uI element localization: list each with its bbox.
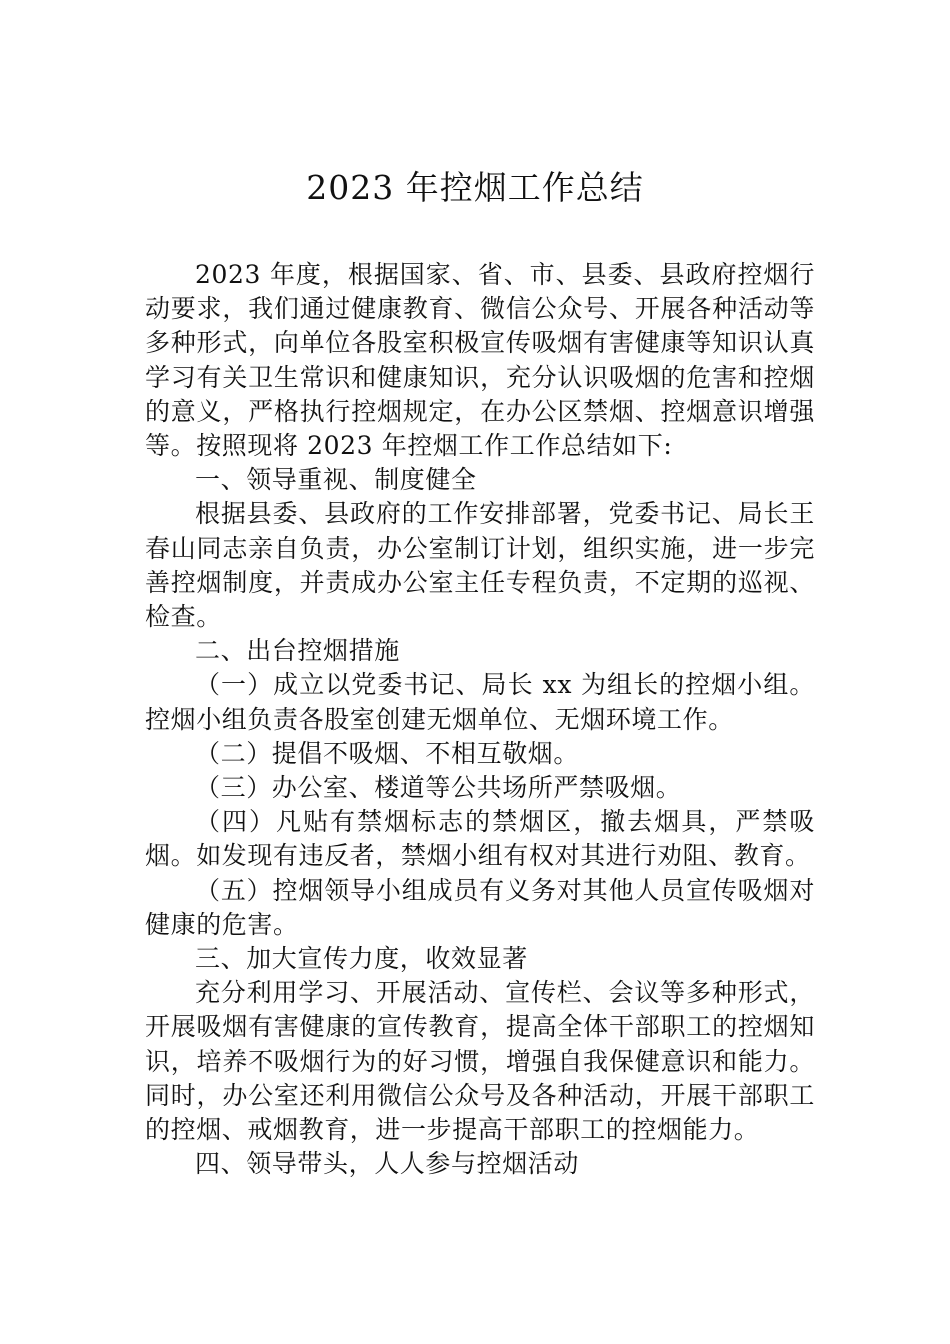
measure-item-1: （一）成立以党委书记、局长 xx 为组长的控烟小组。控烟小组负责各股室创建无烟单位、无烟环境工作。 bbox=[145, 670, 815, 734]
section-heading-2: 二、出台控烟措施 bbox=[195, 636, 400, 666]
section-3-paragraph: 充分利用学习、开展活动、宣传栏、会议等多种形式，开展吸烟有害健康的宣传教育，提高全体干部职工的控烟知识，培养不吸烟行为的好习惯，增强自我保健意识和能力。同时，办公室还利用微信公众号及各种活动，开展干部职工的控烟、戒烟教育，进一步提高干部职工的控烟能力。 bbox=[145, 978, 815, 1145]
section-heading-4: 四、领导带头，人人参与控烟活动 bbox=[195, 1149, 580, 1179]
document-body bbox=[145, 258, 815, 1181]
measure-item-4: （四）凡贴有禁烟标志的禁烟区，撤去烟具，严禁吸烟。如发现有违反者，禁烟小组有权对其进行劝阻、教育。 bbox=[145, 807, 815, 871]
measure-item-2: （二）提倡不吸烟、不相互敬烟。 bbox=[195, 738, 580, 768]
section-1-paragraph: 根据县委、县政府的工作安排部署，党委书记、局长王春山同志亲自负责，办公室制订计划，组织实施，进一步完善控烟制度，并责成办公室主任专程负责，不定期的巡视、检查。 bbox=[145, 499, 815, 632]
measure-item-3: （三）办公室、楼道等公共场所严禁吸烟。 bbox=[195, 773, 682, 803]
measure-item-5: （五）控烟领导小组成员有义务对其他人员宣传吸烟对健康的危害。 bbox=[145, 875, 815, 939]
section-heading-1: 一、领导重视、制度健全 bbox=[195, 465, 477, 495]
intro-paragraph: 2023 年度，根据国家、省、市、县委、县政府控烟行动要求，我们通过健康教育、微信公众号、开展各种活动等多种形式，向单位各股室积极宣传吸烟有害健康等知识认真学习有关卫生常识和健康知识，充分认识吸烟的危害和控烟的意义，严格执行控烟规定，在办公区禁烟、控烟意识增强等。按照现将 2023 年控烟工作工作总结如下: bbox=[145, 260, 815, 461]
document-title: 2023 年控烟工作总结 bbox=[306, 168, 644, 207]
section-heading-3: 三、加大宣传力度，收效显著 bbox=[195, 944, 528, 974]
